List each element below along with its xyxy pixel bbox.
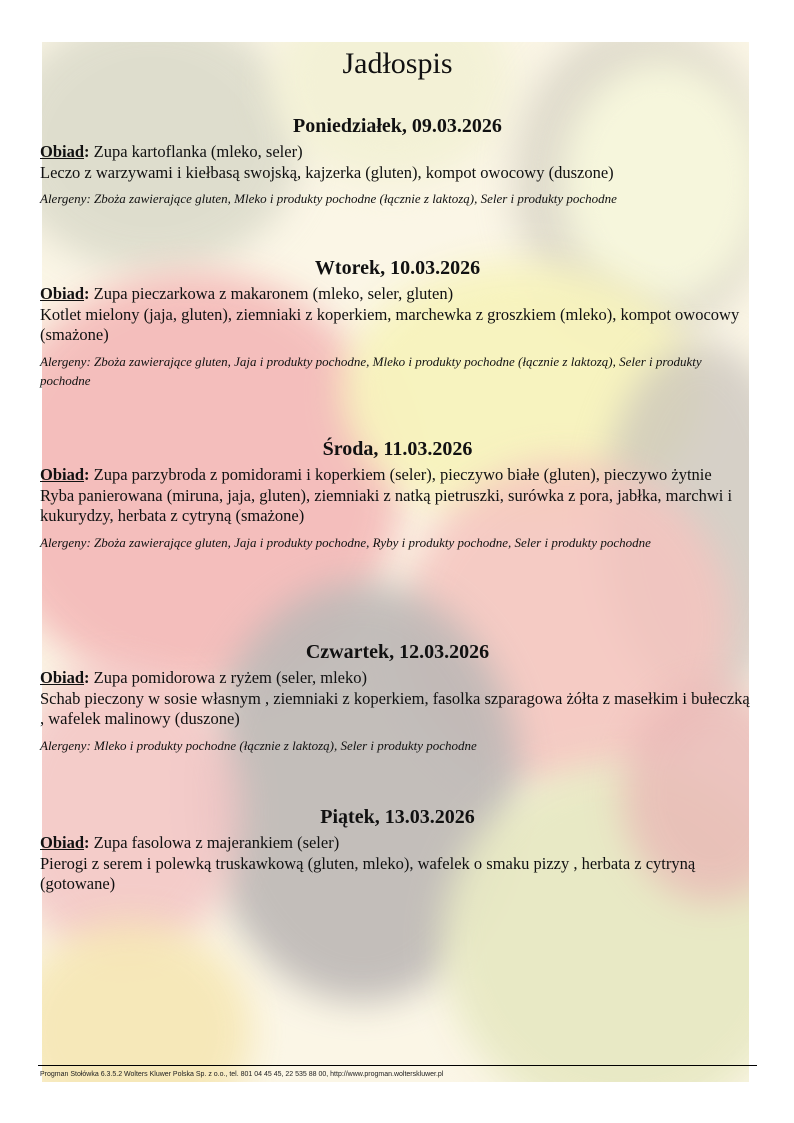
- meal-label: Obiad: [40, 284, 85, 303]
- meal-soup: Zupa parzybroda z pomidorami i koperkiem (seler), pieczywo białe (gluten), pieczywo żytnie: [93, 465, 712, 484]
- day-heading: Czwartek, 12.03.2026: [305, 641, 490, 663]
- day-section-thursday: [40, 640, 755, 755]
- day-section-wednesday: [40, 437, 755, 552]
- meal-main: Pierogi z serem i polewką truskawkową (gluten, mleko), wafelek o smaku pizzy , herbata z cytryną (gotowane): [40, 853, 696, 893]
- day-heading: Poniedziałek, 09.03.2026: [293, 115, 502, 137]
- day-section-monday: [40, 114, 755, 208]
- meal-description: Obiad: Zupa fasolowa z majerankiem (seler) Pierogi z serem i polewką truskawkową (gluten, mleko), wafelek o smaku pizzy , herbata z cytryną (gotowane): [40, 833, 696, 893]
- meal-description: Obiad: Zupa pomidorowa z ryżem (seler, mleko) Schab pieczony w sosie własnym , ziemniaki z koperkiem, fasolka szparagowa żółta z masełkim i bułeczką , wafelek malinowy (duszone): [40, 668, 750, 728]
- page-title: Jadłospis: [342, 47, 453, 80]
- footer-credits: Progman Stołówka 6.3.5.2 Wolters Kluwer Polska Sp. z o.o., tel. 801 04 45 45, 22 535 88 00, http://www.progman.wolterskluwer.pl: [40, 1071, 444, 1078]
- meal-soup: Zupa fasolowa z majerankiem (seler): [93, 833, 340, 852]
- meal-label: Obiad: [40, 668, 85, 687]
- allergens-note: Alergeny: Zboża zawierające gluten, Mleko i produkty pochodne (łącznie z laktozą), Seler i produkty pochodne: [40, 191, 617, 206]
- meal-main: Ryba panierowana (miruna, jaja, gluten), ziemniaki z natką pietruszki, surówka z pora, jabłka, marchwi i kukurydzy, herbata z cytryną (smażone): [40, 485, 733, 525]
- day-heading: Piątek, 13.03.2026: [320, 806, 475, 828]
- meal-description: Obiad: Zupa kartoflanka (mleko, seler) Leczo z warzywami i kiełbasą swojską, kajzerka (gluten), kompot owocowy (duszone): [40, 142, 614, 182]
- meal-main: Schab pieczony w sosie własnym , ziemniaki z koperkiem, fasolka szparagowa żółta z masełkim i bułeczką , wafelek malinowy (duszone): [40, 688, 750, 728]
- menu-page: [40, 42, 755, 893]
- allergens-note: Alergeny: Mleko i produkty pochodne (łącznie z laktozą), Seler i produkty pochodne: [40, 737, 477, 753]
- meal-label: Obiad: [40, 465, 85, 484]
- meal-description: Obiad: Zupa parzybroda z pomidorami i koperkiem (seler), pieczywo białe (gluten), pieczywo żytnie Ryba panierowana (miruna, jaja, gluten), ziemniaki z natką pietruszki, surówka z pora, jabłka, marchwi i kukurydzy, herbata z cytryną (smażone): [40, 465, 733, 525]
- meal-main: Kotlet mielony (jaja, gluten), ziemniaki z koperkiem, marchewka z groszkiem (mleko), kompot owocowy (smażone): [40, 304, 740, 344]
- meal-soup: Zupa pieczarkowa z makaronem (mleko, seler, gluten): [93, 284, 454, 303]
- footer-divider: [38, 1065, 757, 1066]
- meal-label: Obiad: [40, 833, 85, 852]
- meal-soup: Zupa kartoflanka (mleko, seler): [93, 142, 303, 161]
- meal-description: Obiad: Zupa pieczarkowa z makaronem (mleko, seler, gluten) Kotlet mielony (jaja, gluten), ziemniaki z koperkiem, marchewka z groszkiem (mleko), kompot owocowy (smażone): [40, 284, 740, 344]
- meal-main: Leczo z warzywami i kiełbasą swojską, kajzerka (gluten), kompot owocowy (duszone): [40, 162, 614, 182]
- day-heading: Środa, 11.03.2026: [322, 438, 473, 460]
- meal-label: Obiad: [40, 142, 85, 161]
- day-section-tuesday: [40, 256, 755, 390]
- allergens-note: Alergeny: Zboża zawierające gluten, Jaja i produkty pochodne, Mleko i produkty pochodne (łącznie z laktozą), Seler i produkty pochodne: [40, 353, 702, 388]
- allergens-note: Alergeny: Zboża zawierające gluten, Jaja i produkty pochodne, Ryby i produkty pochodne, Seler i produkty pochodne: [40, 534, 651, 550]
- day-section-friday: [40, 805, 755, 895]
- day-heading: Wtorek, 10.03.2026: [314, 257, 481, 279]
- meal-soup: Zupa pomidorowa z ryżem (seler, mleko): [93, 668, 367, 687]
